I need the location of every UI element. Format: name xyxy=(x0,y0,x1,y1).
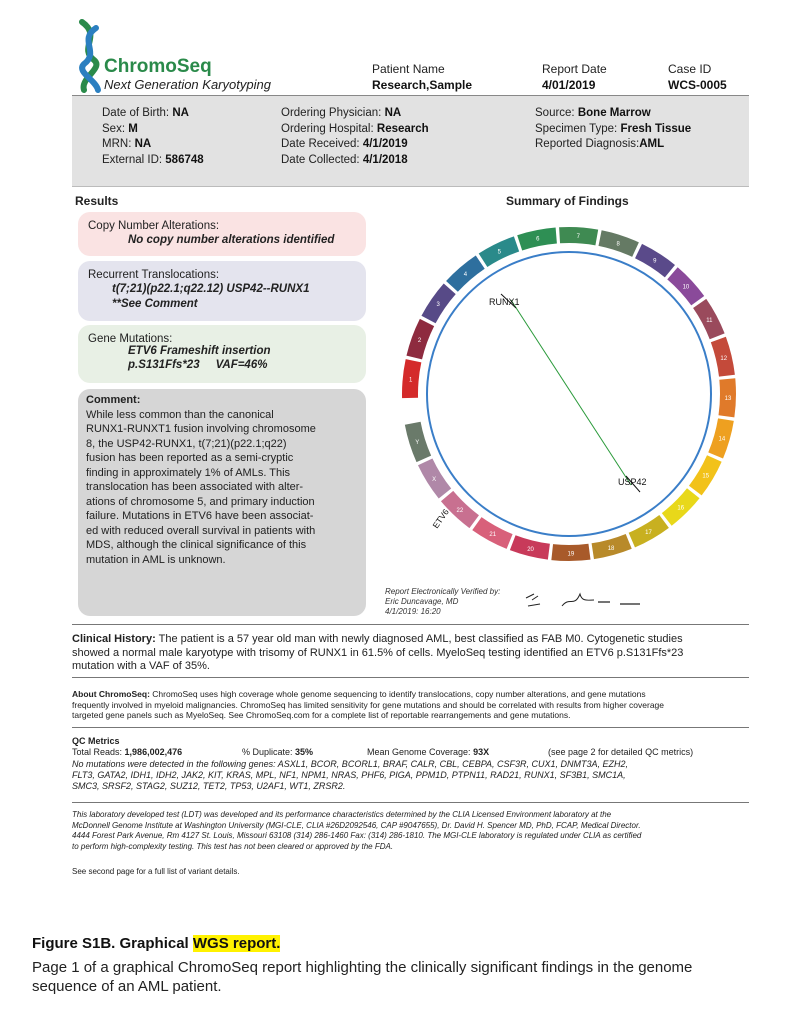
source-label: Source: xyxy=(535,107,575,119)
about-text1: ChromoSeq uses high coverage whole genome sequencing to identify translocations, copy number alterations, and gene mutations xyxy=(149,689,646,699)
sex-label: Sex: xyxy=(102,122,126,135)
disclaimer-line4: to perform high-complexity testing. This test has not been cleared or approved by the FDA. xyxy=(72,841,394,851)
clinical-history-text1: The patient is a 57 year old man with newly diagnosed AML, best classified as FAB M0. Cytogenetic studies xyxy=(155,633,683,645)
chromosome-label: 11 xyxy=(706,317,713,324)
verification-block xyxy=(385,587,500,617)
comment-text xyxy=(86,393,362,567)
summary-title: Summary of Findings xyxy=(506,194,629,208)
about-label: About ChromoSeq: xyxy=(72,689,150,699)
coverage-note: (see page 2 for detailed QC metrics) xyxy=(548,747,694,757)
usp42-label: USP42 xyxy=(618,477,647,487)
chromosome-label: 8 xyxy=(616,241,620,248)
section-divider xyxy=(72,624,749,625)
clinical-history-text2: showed a normal male karyotype with trisomy of RUNX1 in 61.5% of cells. MyeloSeq testing identified an ETV6 p.S131Ffs*23 xyxy=(72,646,684,659)
genome-inner-ring xyxy=(427,249,711,539)
gene-mutation-gene: ETV6 Frameshift insertion xyxy=(128,345,271,357)
circos-plot xyxy=(390,218,750,578)
chromosome-label: 3 xyxy=(436,302,440,309)
clinical-history-text3: mutation with a VAF of 35%. xyxy=(72,660,210,672)
chromosome-label: 16 xyxy=(677,505,685,512)
caption-highlight: WGS report. xyxy=(192,935,281,952)
coverage-label: Mean Genome Coverage: xyxy=(367,747,471,757)
qc-genes-line1: No mutations were detected in the following genes: ASXL1, BCOR, BCORL1, BRAF, CALR, CBL, CEBPA, CSF3R, CUX1, DNMT3A, EZH2, xyxy=(72,759,629,769)
comment-line: ations of chromosome 5, and primary induction xyxy=(86,495,315,508)
gene-mutation-detail: p.S131Ffs*23 VAF=46% xyxy=(128,359,268,371)
patient-info-col1 xyxy=(102,106,204,168)
verified-line1: Report Electronically Verified by: xyxy=(385,587,501,596)
disclaimer-line2: McDonnell Genome Institute at Washington University (MGI-CLE, CLIA #26D2092546, CAP #9047655), Dr. David H. Spencer MD, PhD, FCAP, Medical Director. xyxy=(72,820,641,830)
hospital-value: Research xyxy=(376,122,429,135)
gene-mutation-title: Gene Mutations: xyxy=(88,333,173,345)
gene-mutation-box xyxy=(78,325,366,383)
chromosome-label: 6 xyxy=(536,236,540,243)
diagnosis-value: AML xyxy=(639,138,665,150)
chromosome-label: 12 xyxy=(720,355,728,362)
chromosome-label: 19 xyxy=(567,551,575,558)
chromosome-label: 5 xyxy=(497,249,501,256)
chromosome-label: 2 xyxy=(417,338,422,345)
case-id: WCS-0005 xyxy=(668,78,727,92)
patient-info-panel xyxy=(72,96,749,187)
physician-value: NA xyxy=(384,107,402,119)
chromosome-label: 10 xyxy=(682,284,690,291)
patient-name-label: Patient Name xyxy=(372,62,445,76)
comment-line: translocation has been associated with alter- xyxy=(86,481,304,493)
physician-label: Ordering Physician: xyxy=(281,107,382,119)
chromosome-label: 13 xyxy=(724,396,732,403)
chromosome-label: 15 xyxy=(702,473,710,480)
qc-metrics xyxy=(72,736,762,792)
about-chromoseq xyxy=(72,689,762,721)
chromosome-label: 1 xyxy=(409,377,413,384)
collected-label: Date Collected: xyxy=(281,153,360,166)
etv6-label: ETV6 xyxy=(430,506,451,531)
external-id-label: External ID: xyxy=(102,153,163,166)
total-reads xyxy=(72,747,182,758)
runx1-label: RUNX1 xyxy=(489,297,520,307)
translocation-box xyxy=(78,261,366,321)
verified-line3: 4/1/2019: 16:20 xyxy=(385,607,441,616)
duplicate-label: % Duplicate: xyxy=(242,747,293,757)
total-reads-label: Total Reads: xyxy=(72,747,123,757)
comment-line: RUNX1-RUNXT1 fusion involving chromosome xyxy=(86,423,316,435)
chromosome-label: 22 xyxy=(456,508,464,515)
see-second-page: See second page for a full list of variant details. xyxy=(72,867,240,876)
comment-line: 8, the USP42-RUNX1, t(7;21)(p22.1;q22) xyxy=(86,437,287,450)
brand-tagline: Next Generation Karyotyping xyxy=(104,77,271,92)
hospital-label: Ordering Hospital: xyxy=(281,122,374,135)
patient-info-col3 xyxy=(535,106,691,153)
cna-title: Copy Number Alterations: xyxy=(88,220,220,232)
dob-label: Date of Birth: xyxy=(102,107,170,119)
about-text2: frequently involved in myeloid malignancies. ChromoSeq has limited sensitivity for gene mutations and should be correlated with results from higher coverage xyxy=(72,699,664,710)
chromosome-label: 18 xyxy=(607,545,615,552)
collected-value: 4/1/2018 xyxy=(362,153,408,166)
comment-title: Comment: xyxy=(86,394,141,406)
report-date-label: Report Date xyxy=(542,62,607,76)
qc-summary-row xyxy=(72,747,762,759)
chromosome-label: 4 xyxy=(463,271,468,278)
clinical-history xyxy=(72,633,752,674)
report-date: 4/01/2019 xyxy=(542,78,596,92)
total-reads-value: 1,986,002,476 xyxy=(124,747,183,757)
disclaimer xyxy=(72,810,762,852)
qc-title: QC Metrics xyxy=(72,736,120,746)
dob-value: NA xyxy=(172,107,189,119)
comment-box xyxy=(78,389,366,616)
translocation-link xyxy=(511,300,631,485)
case-id-label: Case ID xyxy=(668,62,712,76)
mrn-label: MRN: xyxy=(102,138,132,150)
source-value: Bone Marrow xyxy=(577,107,651,119)
comment-line: mutation in AML is unknown. xyxy=(86,553,226,566)
patient-info-col2 xyxy=(281,106,429,168)
coverage xyxy=(367,747,489,758)
cna-box xyxy=(78,212,366,256)
brand-name: ChromoSeq xyxy=(104,56,212,77)
chromosome-label: 7 xyxy=(576,233,580,240)
duplicate xyxy=(242,747,313,758)
section-divider xyxy=(72,802,749,803)
comment-line: failure. Mutations in ETV6 have been associat- xyxy=(86,510,314,522)
comment-line: fusion has been reported as a semi-cryptic xyxy=(86,452,294,464)
disclaimer-line3: 4444 Forest Park Avenue, Rm 4127 St. Louis, Missouri 63108 (314) 286-1460 Fax: (314) 286-1810. The MGI-CLE laboratory is regulated under CLIA as certified xyxy=(72,831,642,840)
comment-line: While less common than the canonical xyxy=(86,408,274,421)
patient-name: Research,Sample xyxy=(372,78,473,92)
chromosome-label: Y xyxy=(415,439,420,446)
comment-line: ed with reduced overall survival in patients with xyxy=(86,524,316,537)
figure-caption-text: Page 1 of a graphical ChromoSeq report highlighting the clinically significant findings in the genome sequence of an AML patient. xyxy=(32,959,693,995)
caption-prefix: Figure S1B. Graphical xyxy=(32,935,193,952)
section-divider xyxy=(72,677,749,678)
chromoseq-logo-icon xyxy=(74,18,106,94)
translocation-title: Recurrent Translocations: xyxy=(88,269,220,281)
chromosome-label: 21 xyxy=(489,532,497,539)
cna-value: No copy number alterations identified xyxy=(128,234,335,246)
figure-caption-title xyxy=(32,935,280,952)
disclaimer-line1: This laboratory developed test (LDT) was developed and its performance characteristics determined by the CLIA Licensed Environment laboratory at the xyxy=(72,810,612,819)
specimen-value: Fresh Tissue xyxy=(620,122,692,135)
chromosome-label: 20 xyxy=(527,546,534,553)
external-id-value: 586748 xyxy=(165,153,204,166)
translocation-value: t(7;21)(p22.1;q22.12) USP42--RUNX1 xyxy=(112,283,310,295)
received-value: 4/1/2019 xyxy=(362,138,408,150)
qc-genes-line2: FLT3, GATA2, IDH1, IDH2, JAK2, KIT, KRAS, MPL, NF1, NPM1, NRAS, PHF6, PIGA, PPM1D, PTPN11, RAD21, RUNX1, SF3B1, SMC1A, xyxy=(72,770,626,780)
coverage-value: 93X xyxy=(473,747,490,757)
comment-line: finding in approximately 1% of AMLs. This xyxy=(86,466,291,479)
comment-line: MDS, although the clinical significance of this xyxy=(86,539,307,551)
specimen-label: Specimen Type: xyxy=(535,122,618,135)
chromosome-label: 14 xyxy=(718,436,726,443)
qc-genes-line3: SMC3, SRSF2, STAG2, SUZ12, TET2, TP53, U2AF1, WT1, ZRSR2. xyxy=(72,781,346,791)
chromosome-label: X xyxy=(432,476,437,483)
chromosome-label: 17 xyxy=(645,530,652,537)
sex-value: M xyxy=(128,122,138,135)
verified-line2: Eric Duncavage, MD xyxy=(385,597,459,606)
section-divider xyxy=(72,727,749,728)
mrn-value: NA xyxy=(134,138,152,150)
translocation-note: **See Comment xyxy=(112,298,198,310)
chromosome-label: 9 xyxy=(653,258,657,265)
signature-icon xyxy=(524,586,644,612)
diagnosis-label: Reported Diagnosis: xyxy=(535,138,640,150)
about-text3: targeted gene panels such as MyeloSeq. See ChromoSeq.com for a complete list of reportable rearrangements and gene mutations. xyxy=(72,710,571,720)
results-title: Results xyxy=(75,194,119,208)
clinical-history-label: Clinical History: xyxy=(72,633,156,645)
received-label: Date Received: xyxy=(281,138,360,150)
duplicate-value: 35% xyxy=(295,747,314,757)
